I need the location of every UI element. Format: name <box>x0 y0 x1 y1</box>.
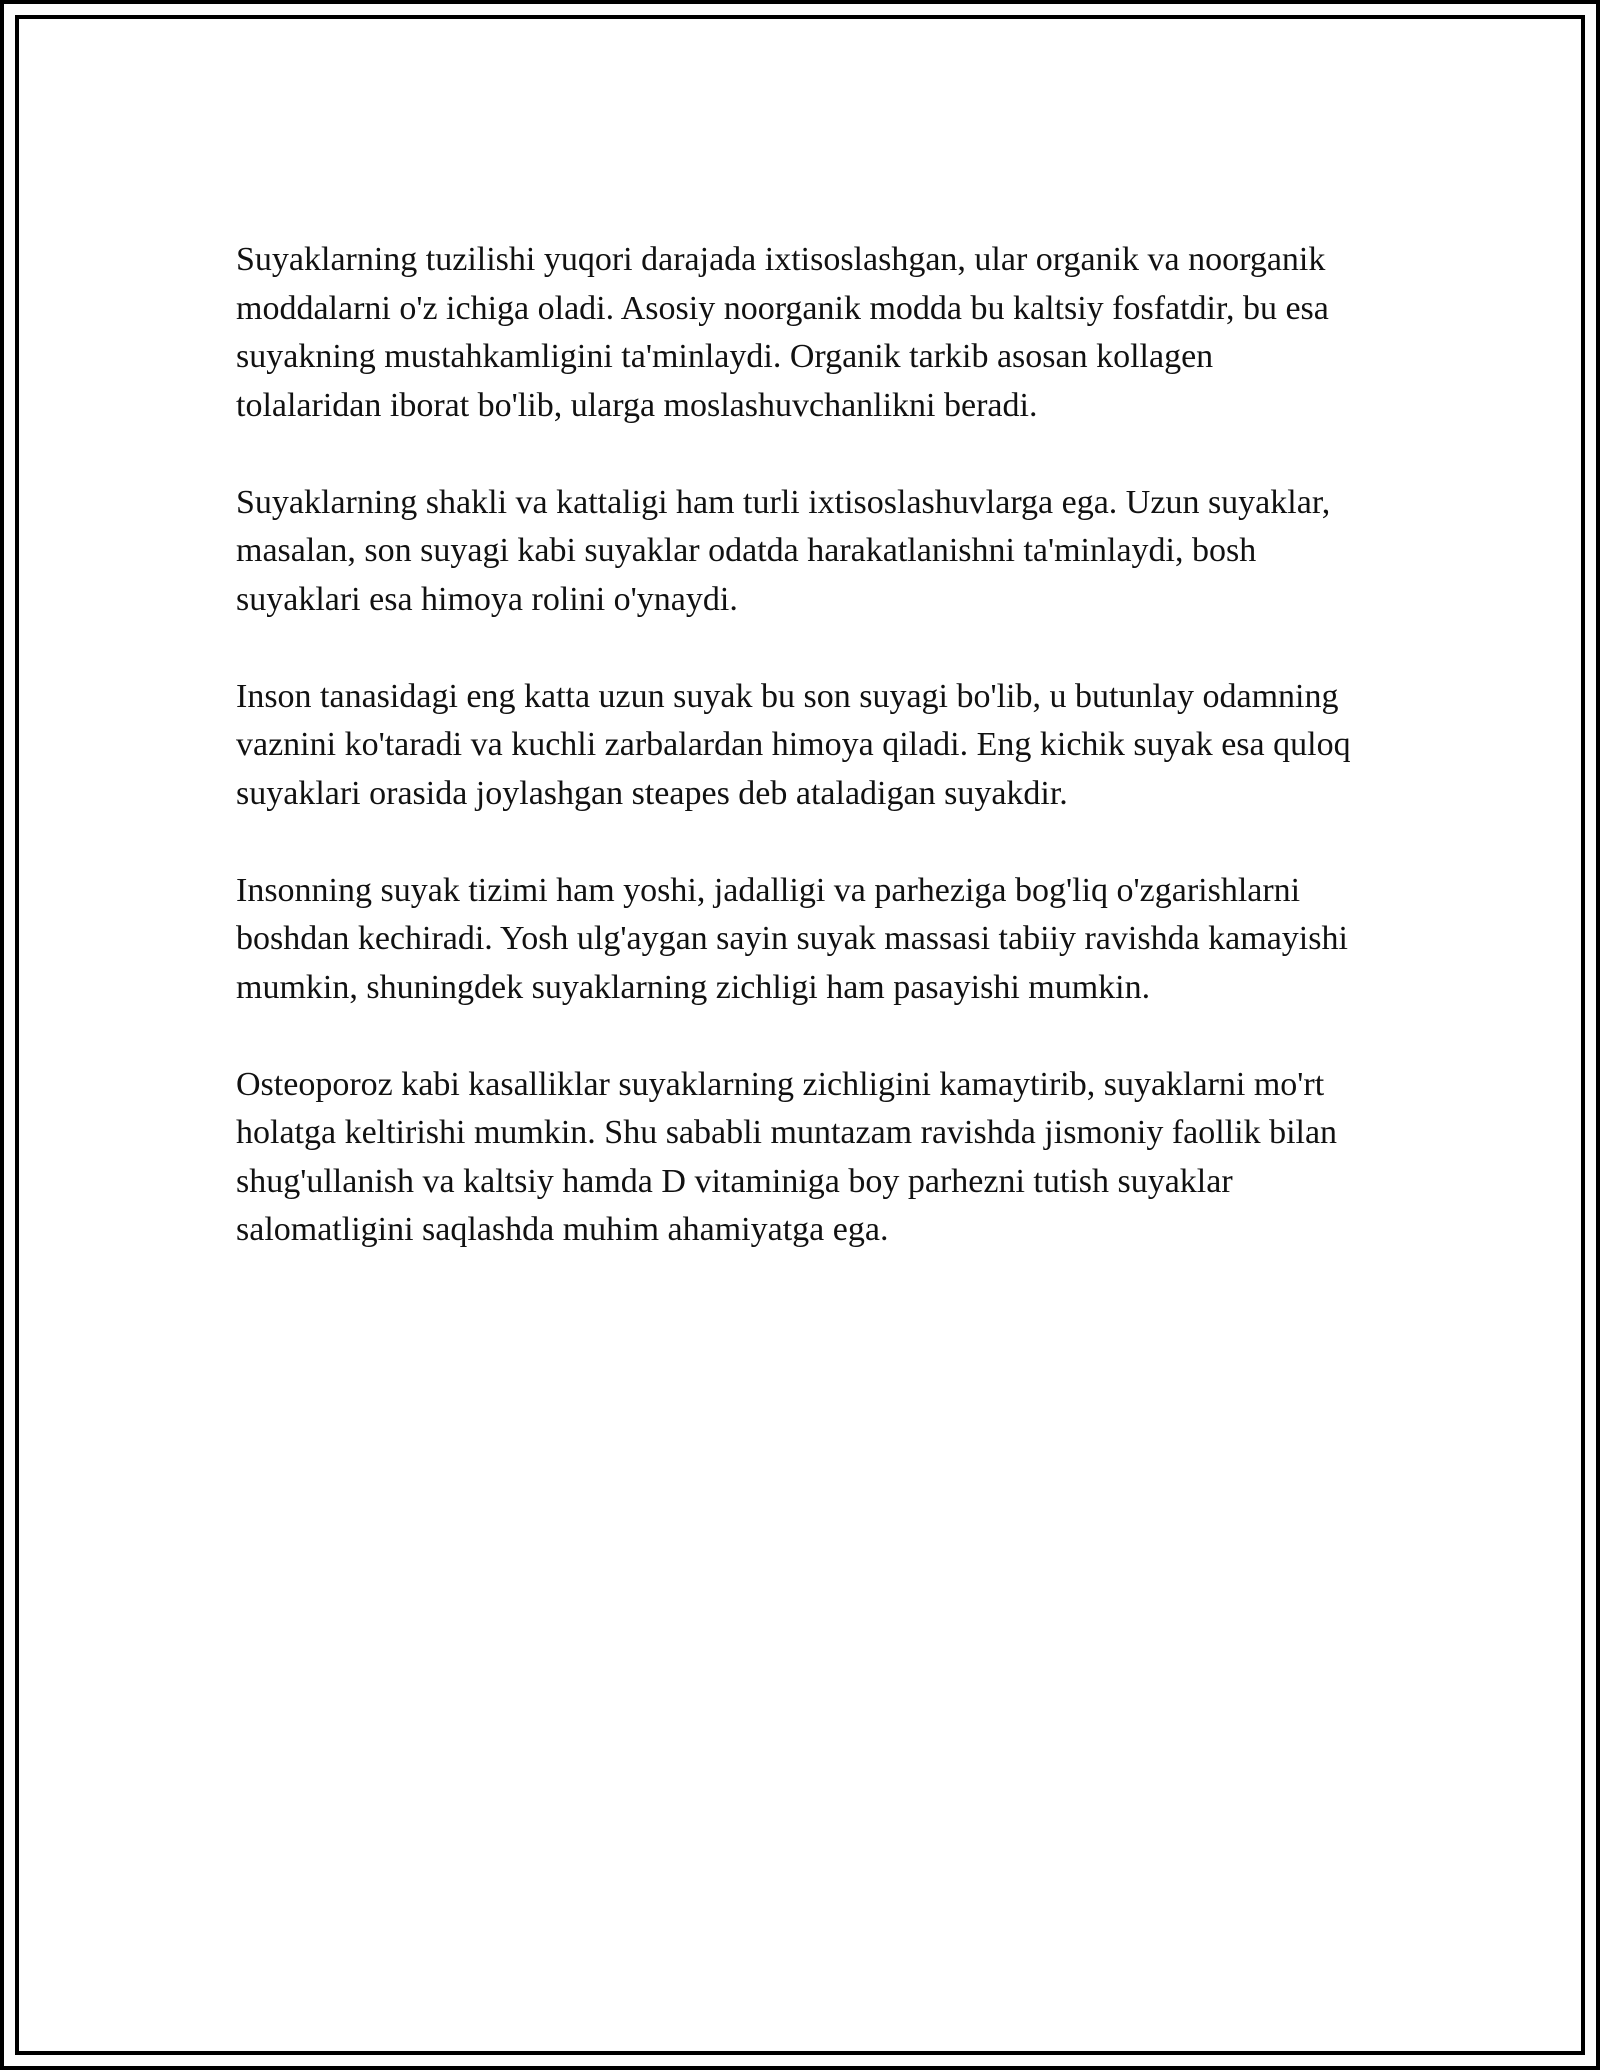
paragraph-bone-structure: Suyaklarning tuzilishi yuqori darajada ixtisoslashgan, ular organik va noorganik moddalarni o'z ichiga oladi. Asosiy noorganik modda bu kaltsiy fosfatdir, bu esa suyakning mustahkamligini ta'minlaydi. Organik tarkib asosan kollagen tolalaridan iborat bo'lib, ularga moslashuvchanlikni beradi. <box>236 241 1329 424</box>
paragraph-bone-shape-size: Suyaklarning shakli va kattaligi ham turli ixtisoslashuvlarga ega. Uzun suyaklar, masalan, son suyagi kabi suyaklar odatda harakatlanishni ta'minlaydi, bosh suyaklari esa himoya rolini o'ynaydi. <box>236 483 1331 618</box>
paragraph-osteoporosis: Osteoporoz kabi kasalliklar suyaklarning zichligini kamaytirib, suyaklarni mo'rt holatga keltirishi mumkin. Shu sababli muntazam ravishda jismoniy faollik bilan shug'ullanish va kaltsiy hamda D vitaminiga boy parhezni tutish suyaklar salomatligini saqlashda muhim ahamiyatga ega. <box>236 1065 1338 1248</box>
paragraph-largest-smallest-bone: Inson tanasidagi eng katta uzun suyak bu son suyagi bo'lib, u butunlay odamning vaznini ko'taradi va kuchli zarbalardan himoya qiladi. Eng kichik suyak esa quloq suyaklari orasida joylashgan steapes deb ataladigan suyakdir. <box>236 677 1351 812</box>
paragraph-bone-changes: Insonning suyak tizimi ham yoshi, jadalligi va parheziga bog'liq o'zgarishlarni boshdan kechiradi. Yosh ulg'aygan sayin suyak massasi tabiiy ravishda kamayishi mumkin, shuningdek suyaklarning zichligi ham pasayishi mumkin. <box>236 871 1348 1006</box>
document-body <box>236 236 1366 1255</box>
